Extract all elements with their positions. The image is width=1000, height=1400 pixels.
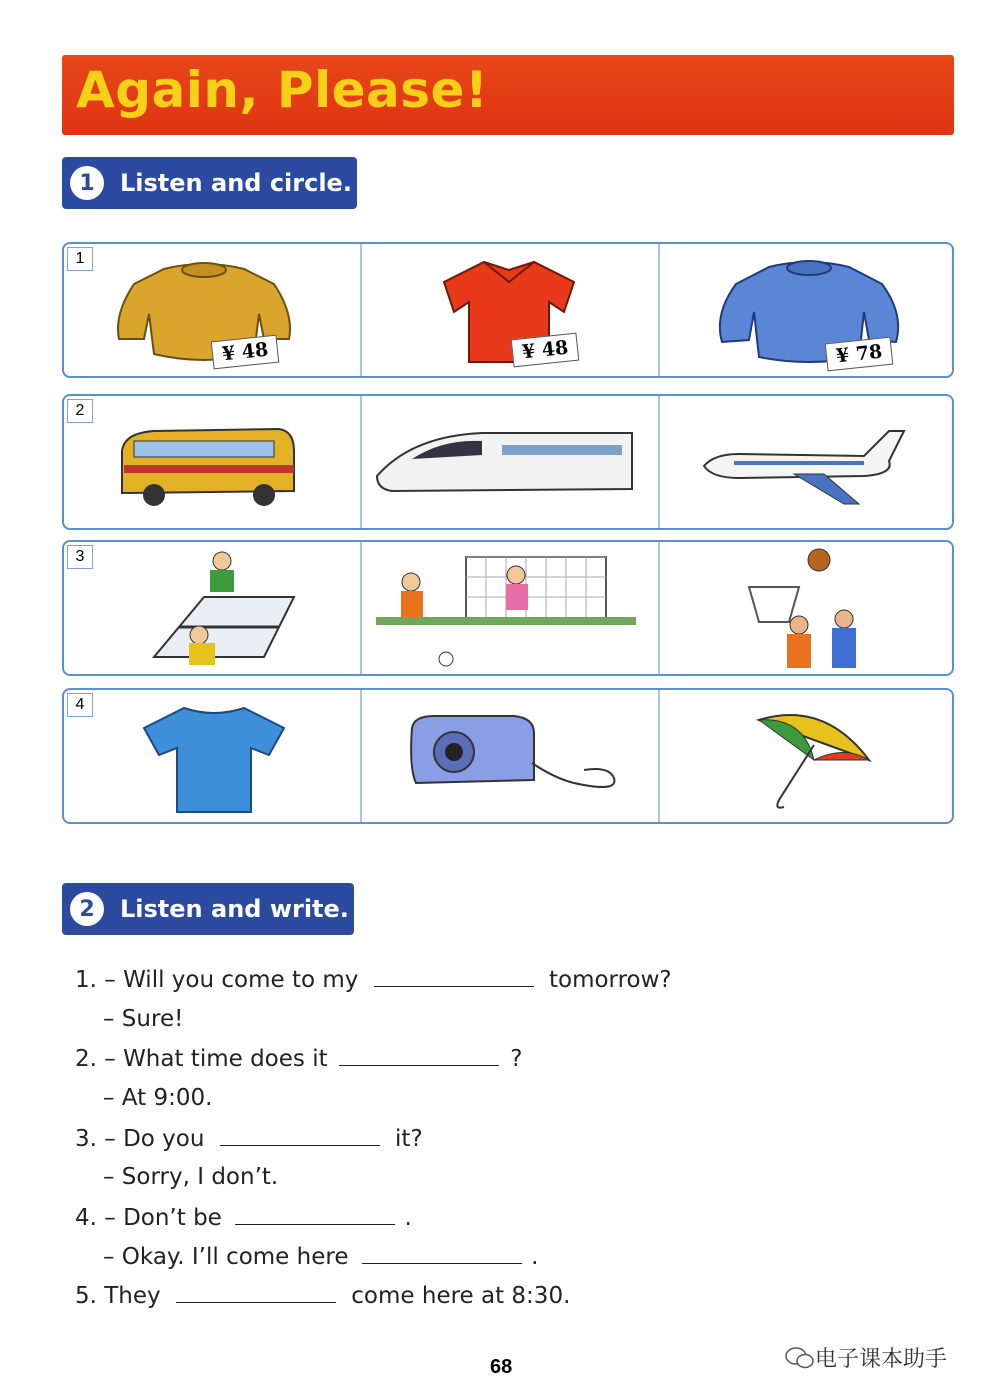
- price-tag: ¥ 48: [211, 335, 280, 370]
- section-1-title: Listen and circle.: [120, 169, 352, 197]
- page-title: Again, Please!: [76, 61, 489, 119]
- cell-divider: [658, 542, 660, 674]
- cell-divider: [360, 542, 362, 674]
- section-2-title: Listen and write.: [120, 895, 349, 923]
- exercise-line-3: [75, 1045, 522, 1072]
- exercise-line-4: [103, 1085, 212, 1111]
- section-1-header: [62, 157, 357, 209]
- line-text: 2. – What time does it: [75, 1046, 328, 1072]
- cell-divider: [360, 244, 362, 376]
- ping-pong-icon[interactable]: [144, 547, 304, 673]
- umbrella-icon[interactable]: [744, 705, 884, 815]
- plane-icon[interactable]: [694, 416, 914, 516]
- line-text: .: [404, 1205, 412, 1231]
- cell-divider: [658, 690, 660, 822]
- line-text: tomorrow?: [548, 967, 672, 993]
- exercise-line-2: [103, 1006, 183, 1032]
- exercise-row-3: [62, 540, 954, 676]
- line-text: it?: [395, 1126, 423, 1152]
- cell-divider: [658, 396, 660, 528]
- exercise-row-2: [62, 394, 954, 530]
- line-text: 1. – Will you come to my: [75, 967, 359, 993]
- title-banner: [62, 55, 954, 135]
- exercise-line-9: [75, 1282, 570, 1309]
- exercise-line-5: [75, 1125, 423, 1152]
- price-tag: ¥ 78: [825, 337, 894, 372]
- line-text: .: [531, 1244, 539, 1270]
- exercise-line-1: [75, 966, 672, 993]
- section-2-header: [62, 883, 354, 935]
- section-1-number: 1: [70, 166, 104, 200]
- answer-blank[interactable]: [339, 1045, 499, 1066]
- watermark-text: 电子课本助手: [815, 1346, 948, 1371]
- answer-blank[interactable]: [374, 966, 534, 987]
- watermark: [785, 1342, 947, 1373]
- basketball-icon[interactable]: [724, 547, 884, 673]
- line-text: come here at 8:30.: [351, 1283, 571, 1309]
- line-text: – At 9:00.: [103, 1085, 213, 1111]
- t-shirt-icon[interactable]: [139, 700, 289, 818]
- exercise-line-6: [103, 1164, 278, 1190]
- line-text: 4. – Don’t be: [75, 1205, 222, 1231]
- page-number: 68: [490, 1356, 513, 1378]
- exercise-row-4: [62, 688, 954, 824]
- exercise-line-8: [103, 1243, 538, 1270]
- answer-blank[interactable]: [235, 1204, 395, 1225]
- row-number: 4: [67, 693, 93, 717]
- line-text: 5. They: [75, 1283, 161, 1309]
- train-icon[interactable]: [372, 421, 642, 511]
- exercise-line-7: [75, 1204, 412, 1231]
- section-2-number: 2: [70, 892, 104, 926]
- answer-blank[interactable]: [362, 1243, 522, 1264]
- row-number: 2: [67, 399, 93, 423]
- line-text: – Sorry, I don’t.: [103, 1164, 279, 1190]
- line-text: 3. – Do you: [75, 1126, 205, 1152]
- camera-icon[interactable]: [404, 708, 634, 808]
- cell-divider: [658, 244, 660, 376]
- soccer-icon[interactable]: [376, 547, 636, 673]
- row-number: 1: [67, 247, 93, 271]
- wechat-icon: [785, 1346, 815, 1370]
- answer-blank[interactable]: [220, 1125, 380, 1146]
- price-tag: ¥ 48: [511, 333, 580, 368]
- bus-icon[interactable]: [114, 421, 304, 511]
- exercise-row-1: [62, 242, 954, 378]
- cell-divider: [360, 690, 362, 822]
- cell-divider: [360, 396, 362, 528]
- line-text: – Sure!: [103, 1006, 184, 1032]
- line-text: – Okay. I’ll come here: [103, 1244, 349, 1270]
- answer-blank[interactable]: [176, 1282, 336, 1303]
- row-number: 3: [67, 545, 93, 569]
- line-text: ?: [510, 1046, 523, 1072]
